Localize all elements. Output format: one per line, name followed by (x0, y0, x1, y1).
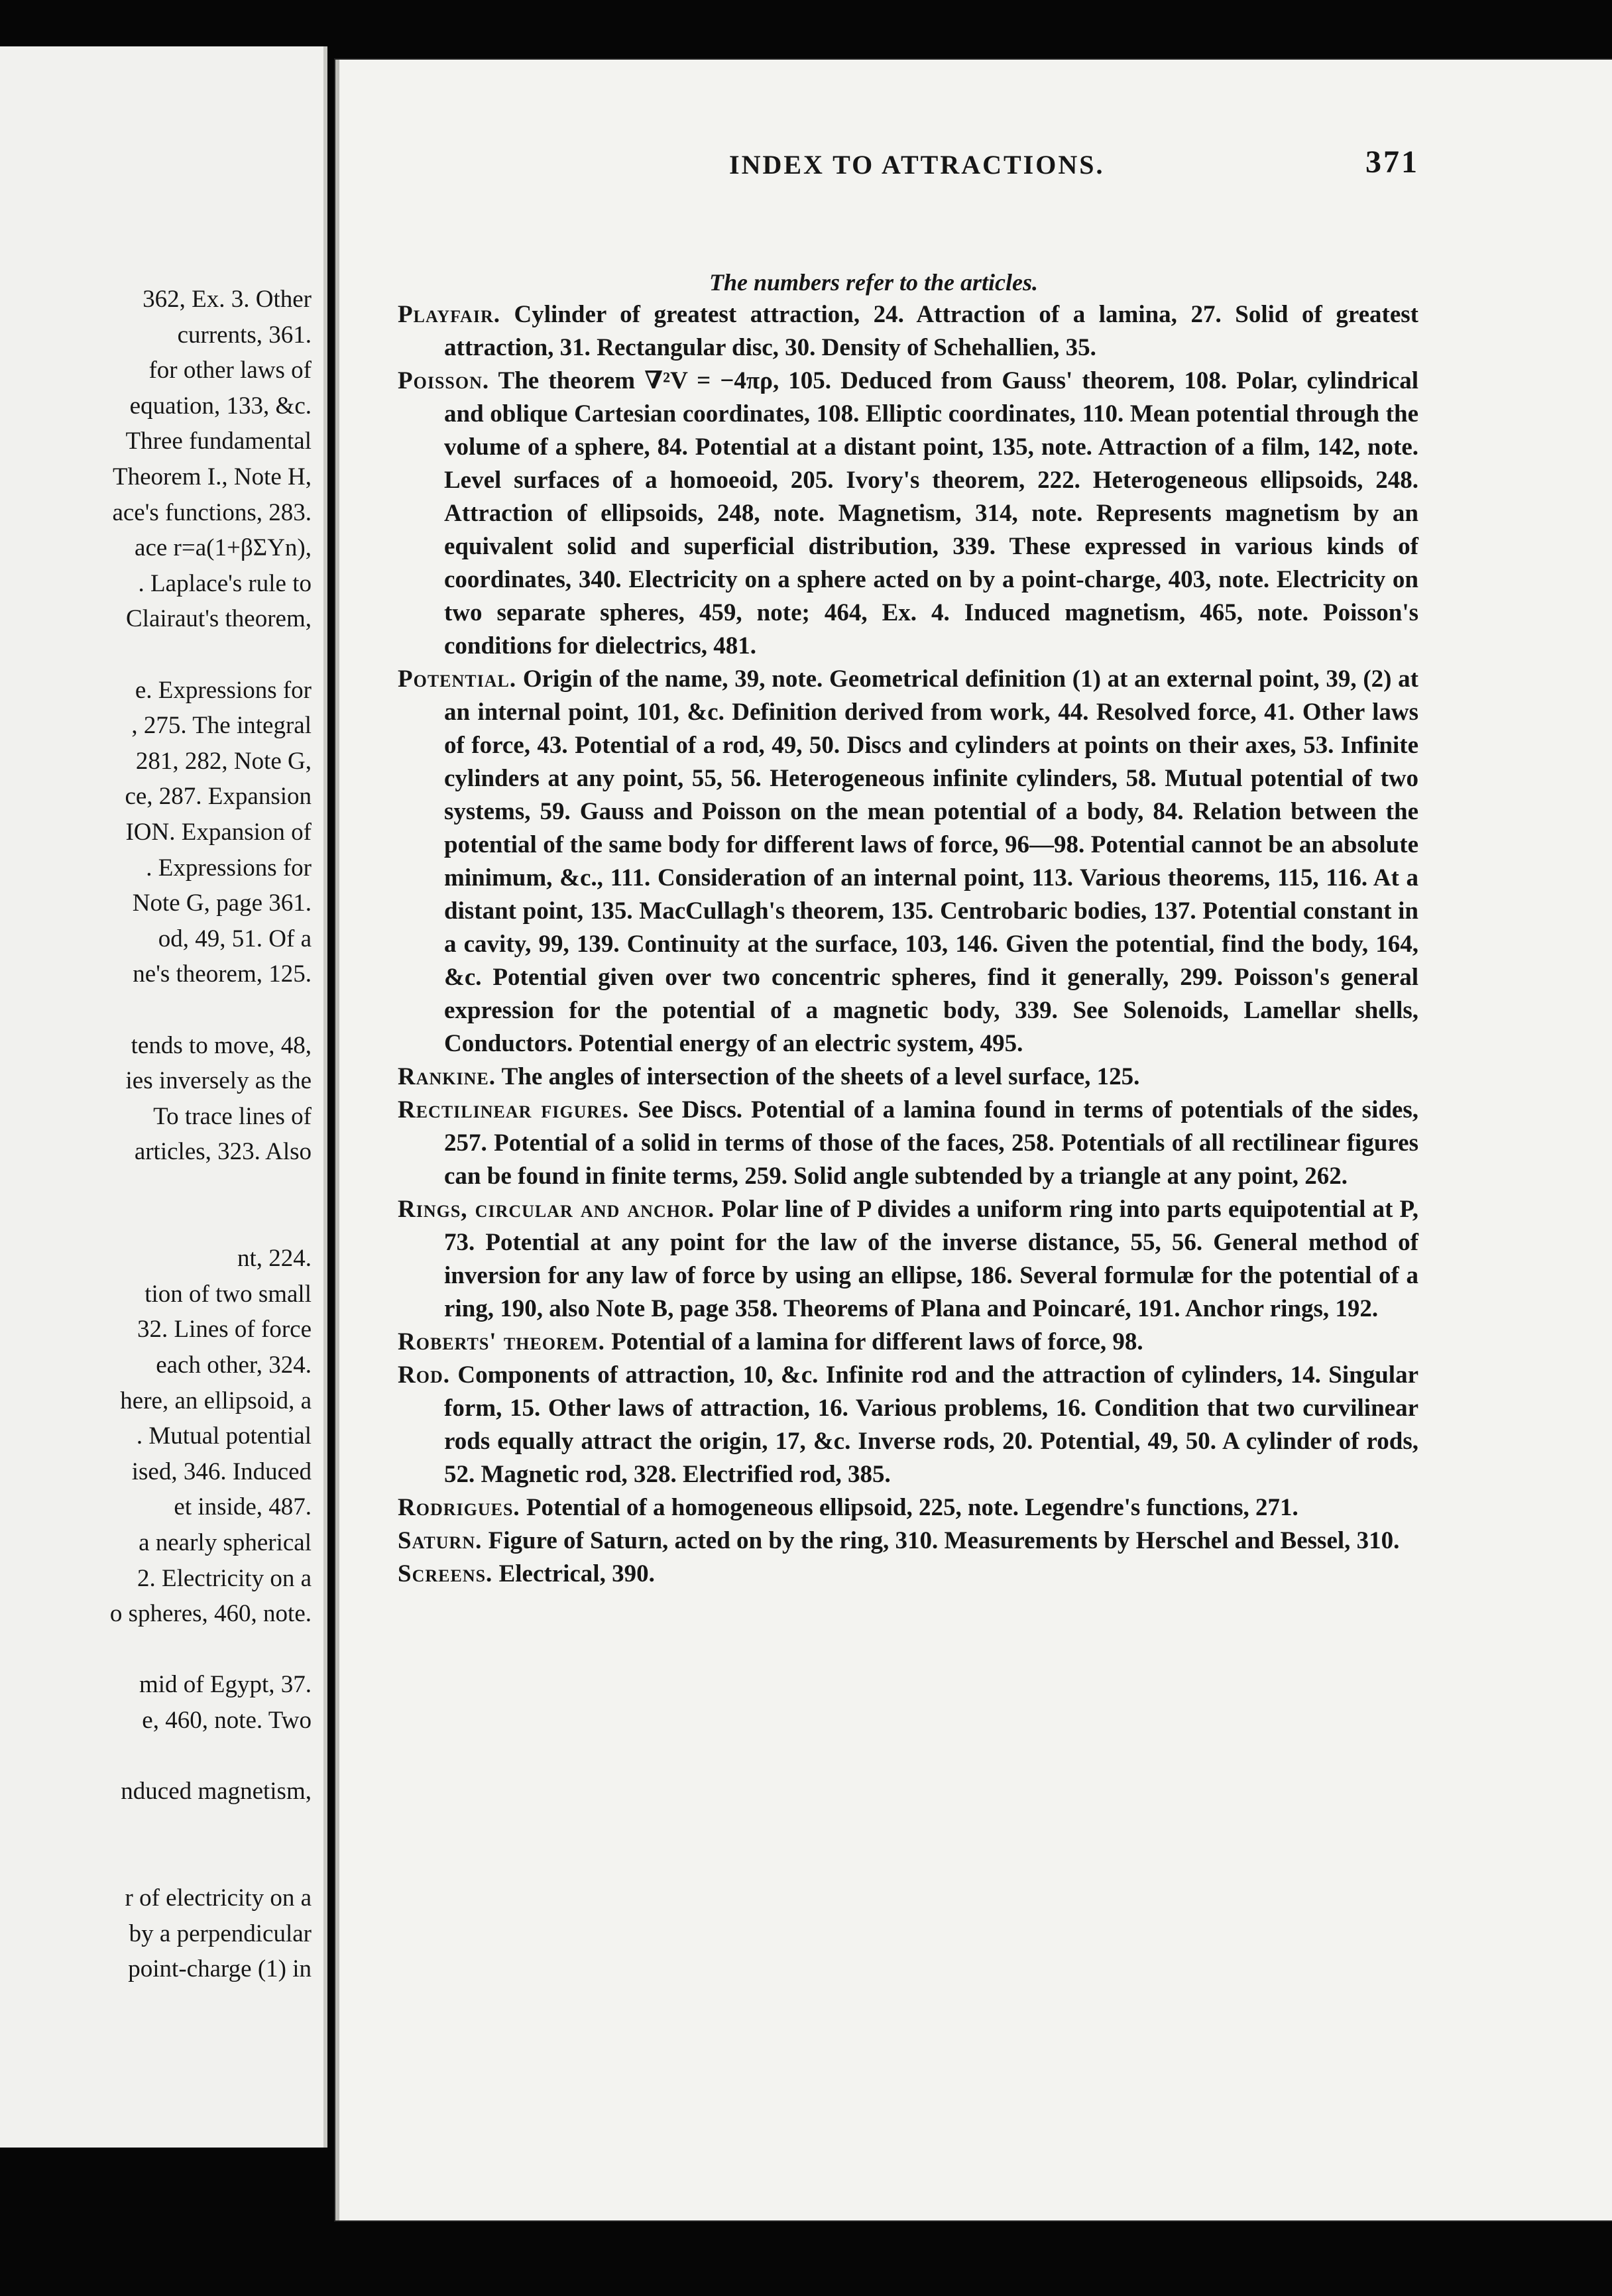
facing-page-line: ne's theorem, 125. (133, 960, 312, 988)
facing-page-line: 2. Electricity on a (137, 1564, 312, 1592)
index-entry (398, 663, 1418, 1061)
index-entry (398, 1326, 1418, 1359)
entry-heading: Rodrigues. (398, 1494, 520, 1521)
facing-page-line: ce, 287. Expansion (125, 783, 312, 811)
facing-page-line: . Mutual potential (136, 1422, 312, 1450)
index-entries (398, 298, 1418, 1591)
facing-page-line: ace r=a(1+βΣYn), (135, 534, 312, 562)
facing-page-line: equation, 133, &c. (129, 392, 312, 420)
entry-text: Origin of the name, 39, note. Geometrical definition (1) at an external point, 39, (2) at an internal point, 101, &c. Definition derived from work, 44. Resolved force, 41. Other laws of force, 43. Potential of a rod, 49, 50. Discs and cylinders at points on their axes, 53. Infinite cylinders at any point, 55, 56. Heterogeneous infinite cylinders, 58. Mutual potential of two systems, 59. Gauss and Poisson on the mean potential of a body, 84. Relation between the potential of the same body for different laws of force, 96—98. Potential cannot be an absolute minimum, &c., 111. Consideration of an internal point, 113. Various theorems, 115, 116. At a distant point, 135. MacCullagh's theorem, 135. Centrobaric bodies, 137. Potential constant in a cavity, 99, 139. Continuity at the surface, 103, 146. Given the potential, find the body, 164, &c. Potential given over two concentric spheres, find it generally, 299. Poisson's general expression for the potential of a magnetic body, 339. See Solenoids, Lamellar shells, Conductors. Potential energy of an electric system, 495. (444, 665, 1419, 1057)
facing-page-line: mid of Egypt, 37. (139, 1671, 312, 1699)
entry-text: Components of attraction, 10, &c. Infinite rod and the attraction of cylinders, 14. Singular form, 15. Other laws of attraction, 16. Various problems, 16. Condition that two curvilinear rods equally attract the origin, 17, &c. Inverse rods, 20. Potential, 49, 50. A cylinder of rods, 52. Magnetic rod, 328. Electrified rod, 385. (444, 1361, 1419, 1488)
facing-page-line: Clairaut's theorem, (126, 605, 312, 633)
entry-text: Potential of a lamina for different laws of force, 98. (611, 1328, 1143, 1355)
facing-page-line: et inside, 487. (174, 1493, 312, 1521)
facing-page-line: ace's functions, 283. (112, 498, 312, 526)
facing-page-line: ised, 346. Induced (131, 1458, 312, 1485)
facing-page-line: Note G, page 361. (132, 890, 312, 917)
facing-page-line: ies inversely as the (125, 1067, 312, 1095)
facing-page-line: r of electricity on a (125, 1884, 312, 1912)
index-entry (398, 1193, 1418, 1326)
facing-page-line: tends to move, 48, (131, 1031, 312, 1059)
facing-page-line: for other laws of (148, 357, 312, 384)
facing-page-line: a nearly spherical (139, 1529, 312, 1556)
facing-page-line: by a perpendicular (129, 1920, 312, 1947)
facing-page-line: Three fundamental (125, 428, 312, 455)
facing-page-line: each other, 324. (156, 1351, 312, 1379)
entry-text: The theorem ∇²V = −4πρ, 105. Deduced from Gauss' theorem, 108. Polar, cylindrical and oblique Cartesian coordinates, 108. Elliptic coordinates, 110. Mean potential through the volume of a sphere, 84. Potential at a distant point, 135, note. Attraction of a film, 142, note. Level surfaces of a homoeoid, 205. Ivory's theorem, 222. Heterogeneous ellipsoids, 248. Attraction of ellipsoids, 248, note. Magnetism, 314, note. Represents magnetism by an equivalent solid and superficial distribution, 339. These expressed in various kinds of coordinates, 340. Electricity on a sphere acted on by a point-charge, 403, note. Electricity on two separate spheres, 459, note; 464, Ex. 4. Induced magnetism, 465, note. Poisson's conditions for dielectrics, 481. (444, 367, 1418, 660)
facing-page-line: o spheres, 460, note. (109, 1600, 312, 1628)
facing-page-line: e. Expressions for (135, 676, 312, 704)
entry-heading: Rectilinear figures. (398, 1096, 630, 1123)
entry-heading: Rings, circular and anchor. (398, 1196, 715, 1223)
facing-page-line: To trace lines of (153, 1102, 312, 1130)
facing-page-line: nt, 224. (237, 1245, 312, 1273)
facing-page-line: point-charge (1) in (128, 1955, 312, 1983)
entry-heading: Rankine. (398, 1063, 496, 1090)
entry-heading: Potential. (398, 665, 517, 693)
entry-text: Potential of a homogeneous ellipsoid, 225, note. Legendre's functions, 271. (526, 1494, 1298, 1521)
facing-page-line: e, 460, note. Two (142, 1707, 312, 1734)
facing-page-line: ION. Expansion of (125, 819, 312, 846)
entry-heading: Rod. (398, 1361, 450, 1389)
index-entry (398, 1491, 1418, 1524)
entry-heading: Screens. (398, 1560, 493, 1587)
facing-page-line: 362, Ex. 3. Other (143, 286, 312, 313)
entry-text: Polar line of P divides a uniform ring into parts equipotential at P, 73. Potential at any point for the law of the inverse distance, 55, 56. General method of inversion for any law of force by using an ellipse, 186. Several formulæ for the potential of a ring, 190, also Note B, page 358. Theorems of Plana and Poincaré, 191. Anchor rings, 192. (444, 1196, 1418, 1322)
facing-page-line: here, an ellipsoid, a (120, 1387, 312, 1414)
index-entry (398, 1061, 1418, 1094)
facing-page-line: . Expressions for (146, 854, 312, 882)
facing-page-line: Theorem I., Note H, (112, 463, 312, 490)
entry-text: The angles of intersection of the sheets of a level surface, 125. (501, 1063, 1140, 1090)
facing-page-line: , 275. The integral (131, 712, 312, 740)
page-title: INDEX TO ATTRACTIONS. (729, 150, 1105, 180)
index-entry (398, 365, 1418, 663)
entry-text: Figure of Saturn, acted on by the ring, 310. Measurements by Herschel and Bessel, 310. (488, 1527, 1400, 1554)
entry-heading: Poisson. (398, 367, 490, 394)
entry-text: Cylinder of greatest attraction, 24. Attraction of a lamina, 27. Solid of greatest attraction, 31. Rectangular disc, 30. Density of Schehallien, 35. (444, 301, 1419, 361)
facing-page-line: od, 49, 51. Of a (158, 925, 312, 952)
index-note: The numbers refer to the articles. (709, 269, 1038, 296)
facing-page-line: . Laplace's rule to (138, 569, 312, 597)
entry-text: See Discs. Potential of a lamina found in terms of potentials of the sides, 257. Potential of a solid in terms of those of the faces, 258. Potentials of all rectilinear figures can be found in finite terms, 259. Solid angle subtended by a triangle at any point, 262. (444, 1096, 1418, 1190)
entry-heading: Playfair. (398, 301, 500, 328)
facing-page-line: 281, 282, Note G, (135, 747, 312, 775)
index-entry (398, 1524, 1418, 1558)
entry-heading: Roberts' theorem. (398, 1328, 605, 1355)
index-entry (398, 1558, 1418, 1591)
facing-page-line: nduced magnetism, (121, 1778, 312, 1806)
page-number: 371 (1365, 144, 1419, 180)
entry-text: Electrical, 390. (498, 1560, 655, 1587)
index-entry (398, 1359, 1418, 1491)
facing-page (0, 46, 327, 2148)
entry-heading: Saturn. (398, 1527, 483, 1554)
facing-page-line: articles, 323. Also (134, 1138, 312, 1166)
index-entry (398, 298, 1418, 365)
index-entry (398, 1094, 1418, 1193)
facing-page-line: currents, 361. (177, 321, 312, 349)
facing-page-line: tion of two small (144, 1280, 312, 1308)
facing-page-line: 32. Lines of force (137, 1316, 312, 1344)
